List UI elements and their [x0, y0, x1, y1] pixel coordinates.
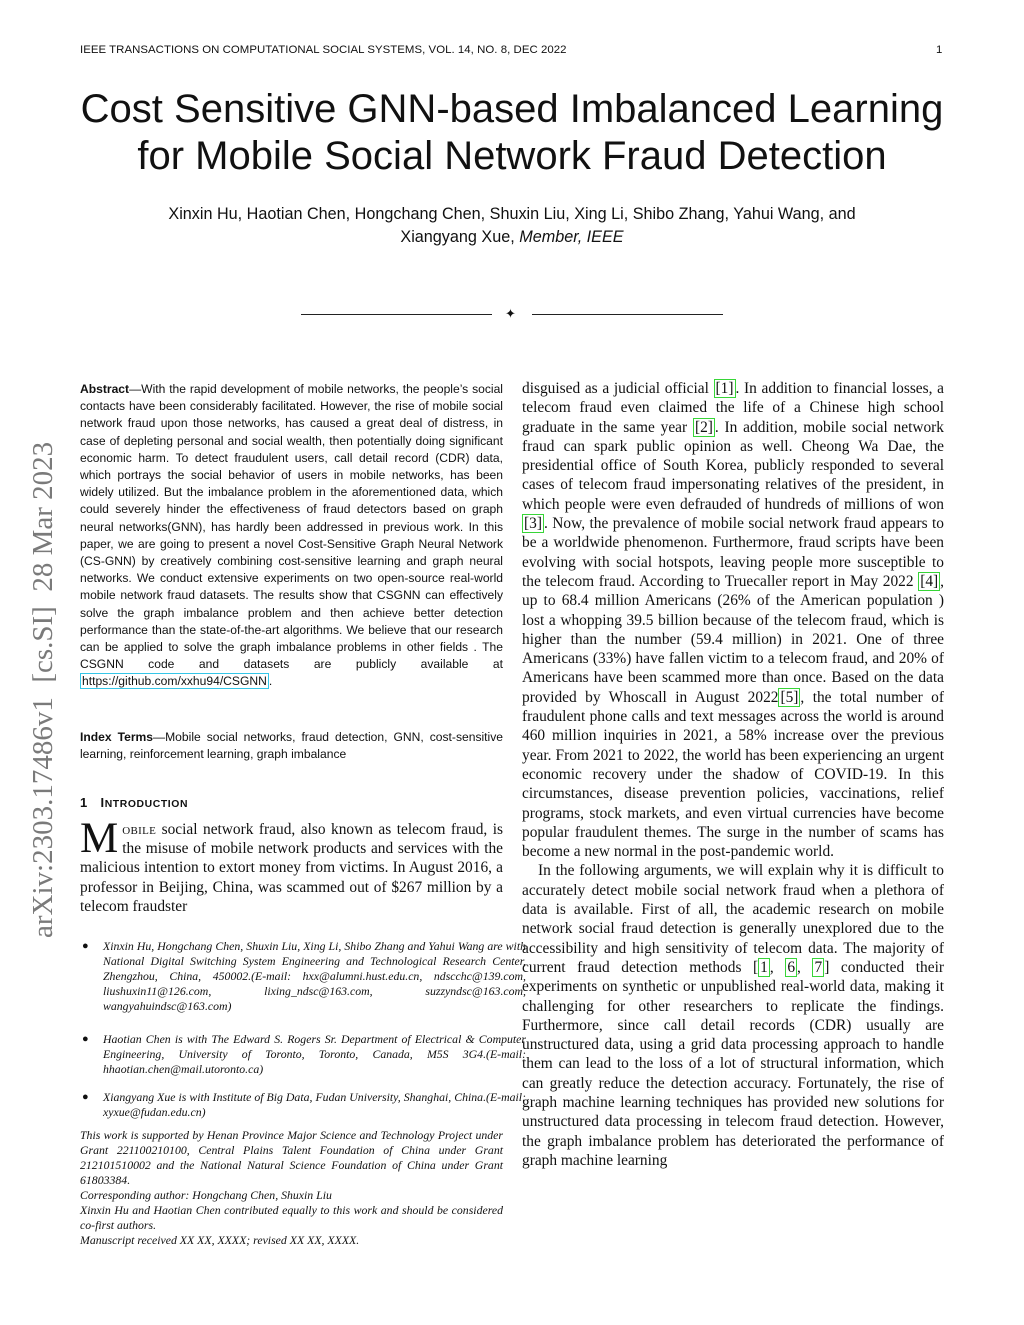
code-repository-link[interactable]: https://github.com/xxhu94/CSGNN — [82, 674, 267, 689]
footnote-affiliation-2-text: Haotian Chen is with The Edward S. Rogers Sr. Department of Electrical & Computer Engineering, University of Toronto, Toronto, Canada, M5S 3G4.(E-mail: hhaotian.chen@mail.utoronto.ca) — [103, 1032, 526, 1076]
section-number: 1 — [80, 795, 88, 810]
abstract-body: —With the rapid development of mobile networks, the people’s social contacts have been considerably facilitated. However, the rise of mobile social network fraud upon those networks, has caused a great deal of distress, in case of depleting personal and social wealth, then potentially doing significant economic harm. To detect fraudulent users, call detail record (CDR) data, which portrays the social behavior of users in mobile networks, has been widely utilized. But the imbalance problem in the aforementioned data, which could severely hinder the effectiveness of fraud detectors based on graph neural networks(GNN), has hardly been addressed in previous work. In this paper, we are going to present a novel Cost-Sensitive Graph Neural Network (CS-GNN) by creatively combining cost-sensitive learning and graph neural networks. We conduct extensive experiments on two open-source real-world mobile network fraud datasets. The results show that CSGNN can effectively solve the graph imbalance problem and then achieve better detection performance than the state-of-the-art algorithms. We believe that our research can be applied to solve the graph imbalance problems in other fields . The CSGNN code and datasets are publicly available at — [80, 382, 503, 672]
author-line-2-name: Xiangyang Xue, — [400, 228, 515, 246]
citation-link[interactable]: 1 — [760, 958, 768, 976]
divider-line-left — [301, 314, 492, 315]
p2-sep-1: , — [769, 958, 786, 976]
right-column-body — [522, 379, 944, 1170]
citation-link[interactable]: [5] — [780, 688, 799, 706]
footnote-affiliation-3-text: Xiangyang Xue is with Institute of Big Data, Fudan University, Shanghai, China.(E-mail: xyxue@fudan.edu.cn) — [103, 1090, 526, 1119]
citation-link[interactable]: 6 — [787, 958, 796, 976]
p2-sep-2: , — [797, 958, 813, 976]
abstract — [80, 381, 503, 691]
intro-paragraph — [80, 815, 503, 916]
index-terms-label: Index Terms — [80, 730, 154, 744]
citation-link[interactable]: [4] — [920, 572, 939, 590]
bullet-icon: ● — [82, 1033, 89, 1045]
footnote-funding: This work is supported by Henan Province Major Science and Technology Project under Grant 221100210100, Central Plains Talent Foundation of China under Grant 212101510002 and the National Natural Science Foundation of China under Grant 61803384. — [80, 1128, 503, 1187]
p1-text-a: disguised as a judicial official — [522, 380, 714, 397]
p2-text-a: In the following arguments, we will explain why it is difficult to accurately detect mobile social network fraud when a plethora of data is available. First of all, the academic research on mobile network social fraud detection is generally unexplored due to the accessibility and high sensitivity of telecom data. The majority of current fraud detection methods [ — [522, 862, 944, 976]
index-terms — [80, 729, 503, 763]
footnote-corresponding-author: Corresponding author: Hongchang Chen, Shuxin Liu — [80, 1188, 332, 1202]
citation-link[interactable]: [2] — [694, 418, 713, 436]
p1-text-b: . In addition to financial losses, a telecom fraud even claimed the life of a Chinese high school graduate in the same year — [522, 380, 944, 436]
citation-link[interactable]: 7 — [814, 958, 823, 976]
arxiv-stamp — [10, 380, 70, 940]
citation-link[interactable]: [1] — [715, 380, 734, 397]
p1-text-c: . In addition, mobile social network fraud can spark public opinion as well. Cheong Wa Dae, the presidential office of South Korea, publicly responded to several cases of telecom fraud impersonating relatives of the president, in which people were even defrauded of hundreds of millions of won — [522, 418, 944, 513]
footnote-affiliation-1-text: Xinxin Hu, Hongchang Chen, Shuxin Liu, Xing Li, Shibo Zhang and Yahui Wang are with National Digital Switching System Engineering and Technological Research Center, Zhengzhou, China, 450002.(E-mail: hxx@alumni.hust.edu.cn, ndscchc@139.com, liushuxin11@126.com, lixing_ndsc@163.com, suzzyndsc@163.com, wangyahuindsc@163.com) — [103, 939, 526, 1013]
section-title-first: I — [100, 795, 105, 810]
footnote-affiliation-2 — [80, 1032, 526, 1077]
footnote-manuscript-dates: Manuscript received XX XX, XXXX; revised XX XX, XXXX. — [80, 1233, 360, 1247]
author-role: Member, IEEE — [519, 228, 624, 246]
intro-body: social network fraud, also known as telecom fraud, is the misuse of mobile network products and services with the malicious intention to extort money from victims. In August 2016, a professor in Beijing, China, was scammed out of $267 million by a telecom fraudster — [80, 821, 503, 915]
body-paragraph-2 — [522, 861, 944, 1170]
paper-title-line-2: for Mobile Social Network Fraud Detection — [137, 134, 887, 178]
body-paragraph-1 — [522, 379, 944, 861]
p1-text-e: , up to 68.4 million Americans (26% of the American population ) lost a whopping 39.5 billion because of the telecom fraud, which is higher than the number (59.4 million) in 2021. One of three Americans (33%) have fallen victim to a telecom fraud, and 20% of Americans have been scammed more than once. Based on the data provided by Whoscall in August 2022 — [522, 572, 944, 706]
author-line-1: Xinxin Hu, Haotian Chen, Hongchang Chen, Shuxin Liu, Xing Li, Shibo Zhang, Yahui Wang, and — [168, 205, 856, 223]
p2-text-b: ] conducted their experiments on synthetic or unpublished real-world data, making it challenging for other researchers to replicate the findings. Furthermore, since call detail records (CDR) usually are unstructured data, using a grid data processing approach to handle them can lead to the loss of a lot of structural information, which can greatly reduce the detection accuracy. Fortunately, the rise of graph machine learning techniques has provided new solutions for unstructured data processing in telecom fraud detection. However, the graph imbalance problem has deteriorated the performance of graph machine learning — [522, 958, 944, 1169]
footnote-affiliation-3 — [80, 1090, 526, 1120]
p1-text-d: . Now, the prevalence of mobile social network fraud appears to be a worldwide phenomenon. Furthermore, fraud scripts have been evolving with social hotspots, leaving people more susceptible to the telecom fraud. According to Truecaller report in May 2022 — [522, 515, 944, 590]
author-list — [80, 203, 944, 249]
diamond-ornament-icon: ✦ — [505, 306, 516, 321]
intro-smallcaps: obile — [122, 821, 157, 838]
p1-text-f: , the total number of fraudulent phone calls and text messages across the world is around 460 million inquiries in 2021, a 58% increase over the previous year. From 2021 to 2022, the world has been experiencing an urgent economic recovery under the shadow of COVID-19. In this circumstances, disease prevention policies, vaccinations, relief programs, stock markets, and even virtual currencies have become popular fraudulent themes. The surge in the number of scams has become a new normal in the post-pandemic world. — [522, 688, 944, 861]
section-heading-introduction — [80, 795, 188, 810]
bullet-icon: ● — [82, 940, 89, 952]
paper-title-line-1: Cost Sensitive GNN-based Imbalanced Learning — [80, 87, 944, 131]
abstract-end: . — [268, 674, 273, 689]
section-title-rest: NTRODUCTION — [104, 799, 189, 810]
title-divider — [301, 304, 723, 324]
paper-title — [40, 86, 984, 180]
footnote-affiliation-1 — [80, 939, 526, 1014]
arxiv-stamp-text: arXiv:2303.17486v1 [cs.SI] 28 Mar 2023 — [27, 441, 59, 938]
footnote-equal-contribution: Xinxin Hu and Haotian Chen contributed equally to this work and should be considered co-first authors. — [80, 1203, 503, 1232]
bullet-icon: ● — [82, 1091, 89, 1103]
drop-cap: M — [80, 815, 119, 862]
index-terms-body: —Mobile social networks, fraud detection, GNN, cost-sensitive learning, reinforcement learning, graph imbalance — [80, 730, 503, 762]
citation-link[interactable]: [3] — [524, 515, 542, 533]
abstract-label: Abstract — [80, 382, 130, 396]
page-number: 1 — [936, 44, 943, 56]
running-head: IEEE TRANSACTIONS ON COMPUTATIONAL SOCIAL SYSTEMS, VOL. 14, NO. 8, DEC 2022 — [80, 44, 567, 56]
divider-line-right — [532, 314, 723, 315]
